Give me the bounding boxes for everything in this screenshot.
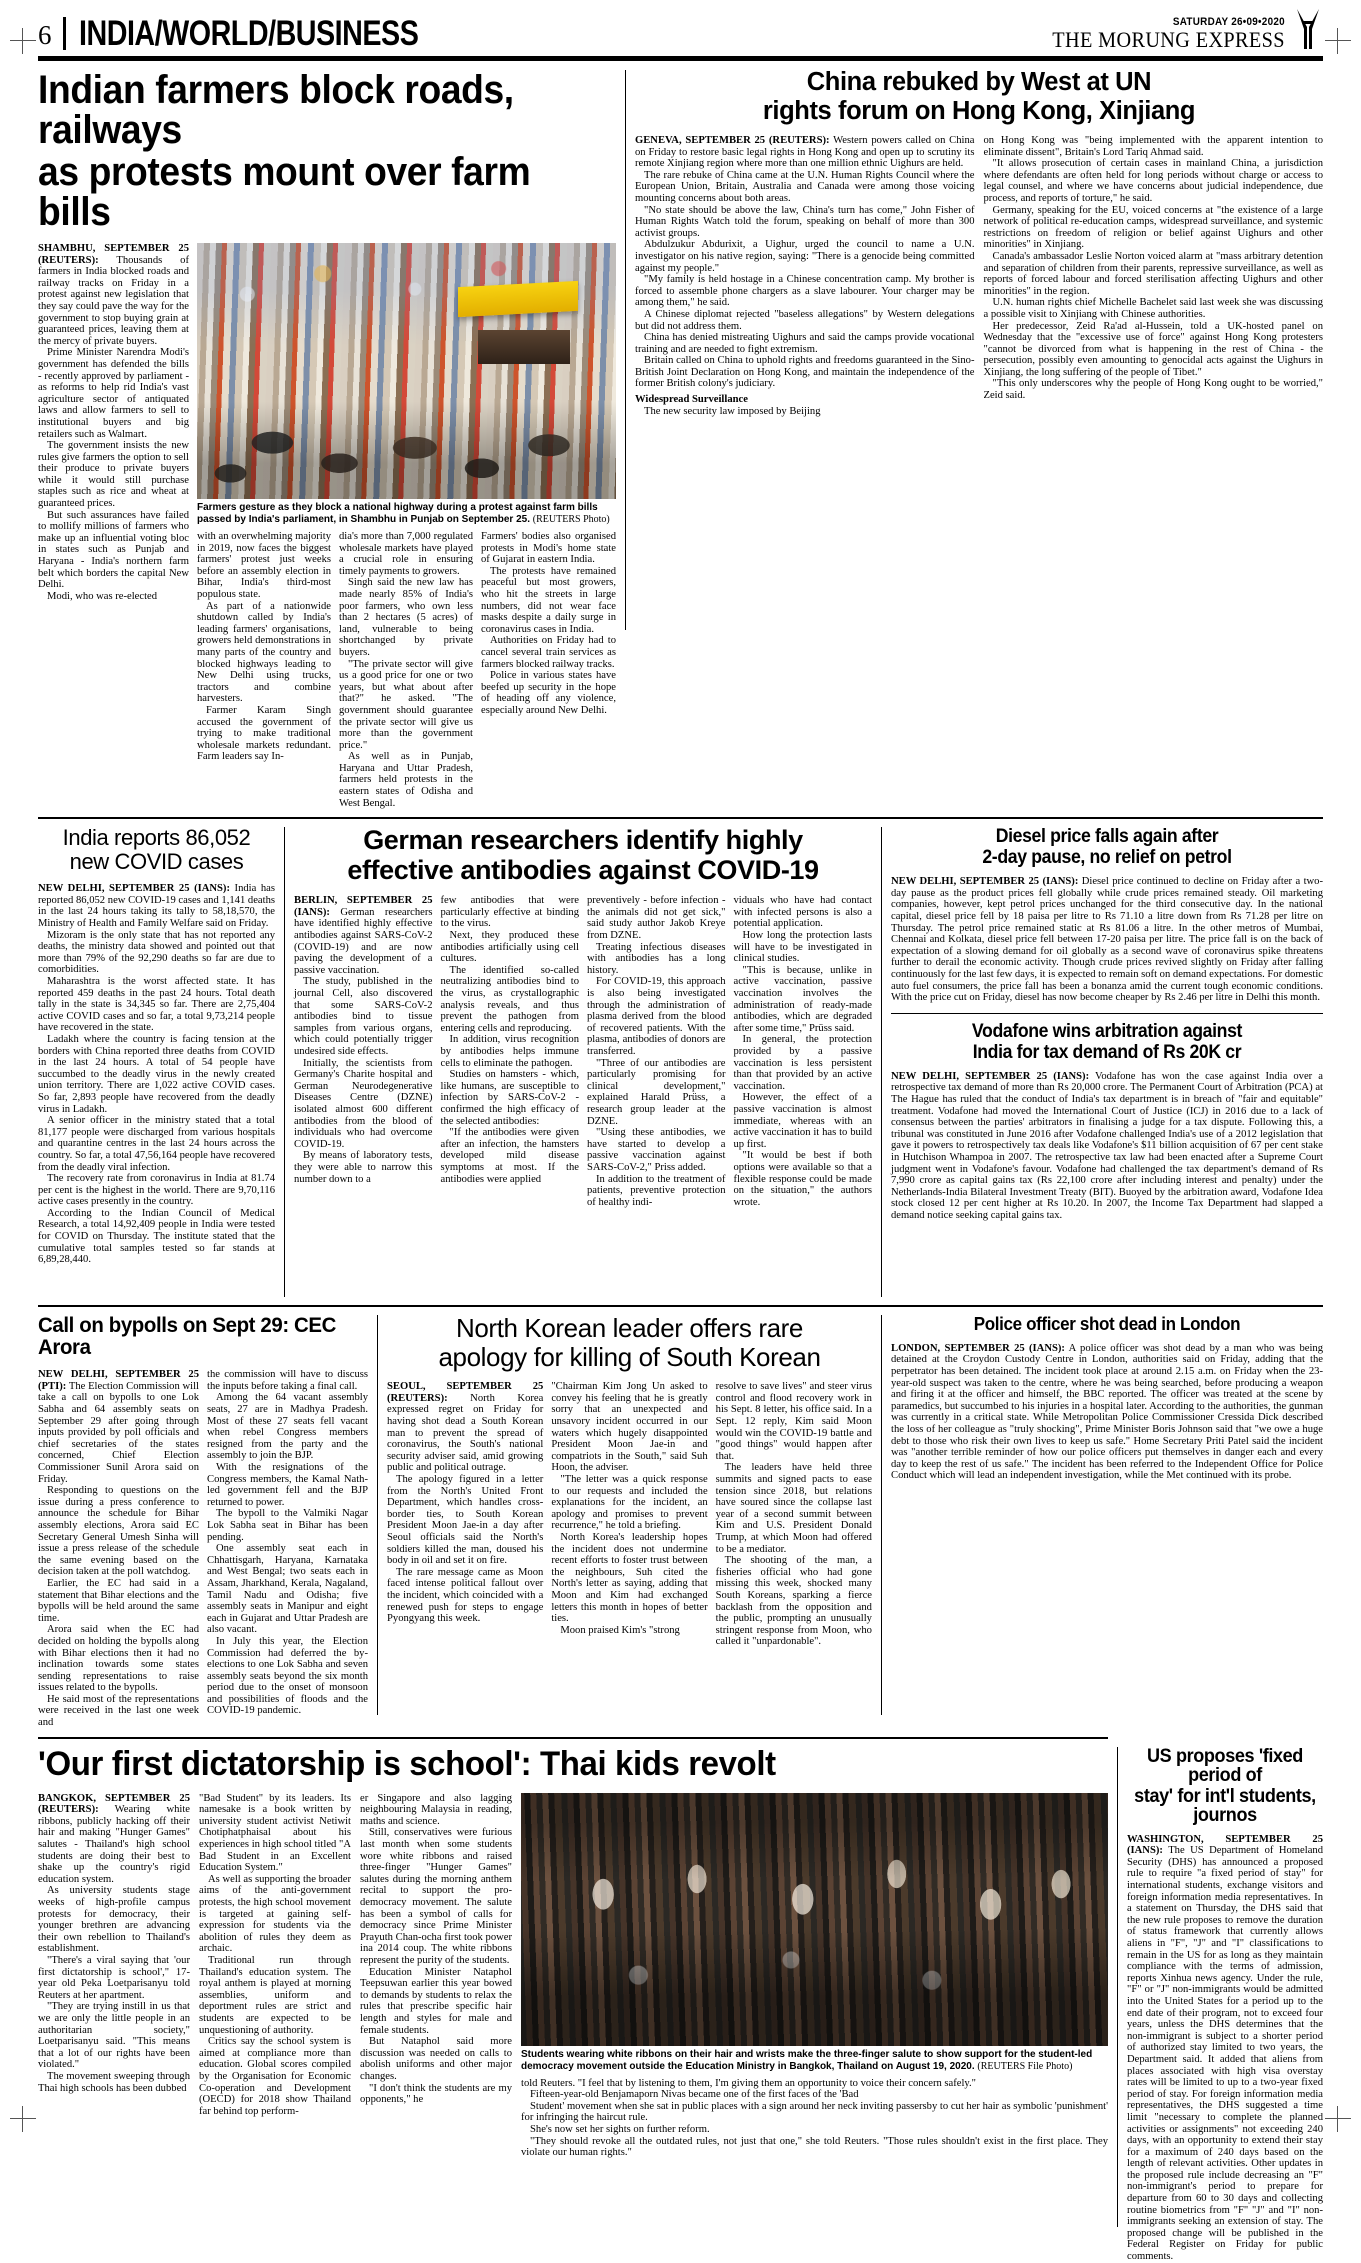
lead-column-3 [339,531,473,809]
lead-col3-p3: "The private sector will give us a good price for one or two years, but what about after that?" he asked. "The government should guarantee the private sector will give us more than the government price." [339,658,473,751]
thai-col1-p3: "There's a viral saying that 'our first dictatorship is school'," 17-year old Peka Loetparisanyu told Reuters at her apartment. [38,1954,190,2001]
bypolls-dateline: NEW DELHI, SEPTEMBER 25 (PTI): [38,1369,199,1392]
china-col2-p7: "This only underscores why the people of Hong Kong ought to be worried," Zeid said. [983,378,1323,402]
antibodies-col4-p2: How long the protection lasts will have to be investigated in clinical studies. [733,930,872,965]
antibodies-col4-p3: "This is because, unlike in active vaccination, passive vaccination involves the administration of ready-made antibodies, which are degraded after some time," Prüss said. [733,964,872,1034]
lead-col1-p3: The government insists the new rules give farmers the option to sell their produce to private buyers while it would still purchase staples such as rice and wheat at guaranteed prices. [38,440,189,510]
antibodies-col4-p5: However, the effect of a passive vaccination is almost immediate, whereas with an active vaccination it has to build up first. [733,1092,872,1150]
london-dateline: LONDON, SEPTEMBER 25 (IANS): [891,1342,1065,1354]
thai-caption-text: Students wearing white ribbons on their hair and wrists make the three-finger salute to show support for the student-led democracy movement outside the Education Ministry in Bangkok, Thailand on August 19, 2020. [521,2048,1093,2072]
publication-name: THE MORUNG EXPRESS [1052,26,1285,52]
band-3-rule [38,1305,1323,1307]
antibodies-col3-p2: Treating infectious diseases with antibodies has a long history. [587,941,726,976]
antibodies-col2-p5: Studies on hamsters - which, like humans, are susceptible to infection by SARS-CoV-2 - confirmed the high efficacy of the selected antibodies: [440,1069,579,1127]
vodafone-body [891,1071,1323,1222]
lead-col4-p4: Police in various states have beefed up security in the hope of heading off any violence, especially around New Delhi. [481,670,616,716]
publication-date: SATURDAY 26•09•2020 [1172,15,1285,28]
lead-column-1 [38,243,189,809]
china-col1-p9: The new security law imposed by Beijing [644,405,821,417]
china-col2-p2: "It allows prosecution of certain cases in mainland China, a jurisdiction where defendants are often held for long periods without charge or access to legal counsel, and where we have concerns about judicial independence, due process, and reports of torture," he said. [983,158,1323,204]
korea-col3-p2: The leaders have held three summits and signed pacts to ease tension since 2018, but relations have soured since the collapse last year of a second summit between Kim and U.S. President Donald Trump, at which Moon had offered to be a mediator. [715,1462,872,1555]
antibodies-column-3 [587,895,726,1208]
antibodies-col3-p4: "Three of our antibodies are particularly promising for clinical development," explained Harald Prüss, a research group leader at the DZNE. [587,1057,726,1127]
china-columns [635,135,1323,417]
thai-col1-p1: Wearing white ribbons, publicly hacking off their hair and making "Hunger Games" salutes - Thailand's high school students are doing their best to shake up the country's rigid education system. [38,1804,190,1885]
korea-column-1 [387,1381,543,1648]
korea-column-3 [716,1381,872,1648]
london-story [891,1315,1323,1728]
london-headline: Police officer shot dead in London [973,1313,1241,1335]
lead-col4-p1: Farmers' bodies also organised protests in Modi's home state of Gujarat in eastern India. [481,531,616,566]
china-col1-p5: "My family is held hostage in a Chinese concentration camp. My brother is forced to assemble phone chargers as a slave labourer. Your charger may be among them," he said. [635,274,975,309]
antibodies-col1-p4: By means of laboratory tests, they were able to narrow this number down to a [294,1150,433,1185]
lead-col1-p4: But such assurances have failed to mollify millions of farmers who make up an influential voting bloc in states such as Punjab and Haryana - India's northern farm belt which borders the capital New Delhi. [38,509,189,591]
diesel-story [891,827,1323,1004]
lead-col2-p1: with an overwhelming majority in 2019, now faces the biggest farmers' protest just weeks before an assembly election in Bihar, India's third-most populous state. [197,531,331,600]
thai-caption-source: (REUTERS File Photo) [977,2060,1073,2072]
bypolls-col1-p1: The Election Commission will take a call on bypolls to one Lok Sabha and 64 assembly seats on September 29 after going through inputs provided by poll officials and chief secretaries of the states concerned, Chief Election Commissioner Sunil Arora said on Friday. [38,1380,199,1485]
london-p1: A police officer was shot dead by a man who was being detained at the Croydon Custody Centre in London, authorities said on Friday, adding that the perpetrator has been detained. The incident took place at around 2.15 a.m. on Friday when the 23-year-old suspect was taken to the centre, where he was being searched, before producing a weapon and firing it at the officer and himself, the BBC reported. The officer was treated at the scene by paramedics, but succumbed to his injuries in a hospital later. According to the authorities, the gunman was currently in a critical state. While Metropolitan Police Commissioner Cressida Dick described the loss of her colleague as "truly shocking", Prime Minister Boris Johnson said that "we owe a huge debt to those who risk their own lives to keep us safe." Home Secretary Priti Patel said the incident was "another terrible reminder of how our police officers put themselves in danger each and every day to keep the rest of us safe." The incident has been referred to the Independent Office for Police Conduct which will lead an independent investigation, while the Met continued with its probe. [891,1342,1323,1482]
band-2-rule [38,817,1323,819]
crop-mark-bottom-right [1325,2106,1351,2132]
korea-col3-p1: resolve to save lives" and steer virus control and flood recovery work in his Sept. 8 letter, his office said. In a Sept. 12 reply, Kim said Moon would win the COVID-19 battle and "good things" would happen after that. [715,1381,872,1462]
bypolls-col2-p3: With the resignations of the Congress members, the Kamal Nath-led government fell and the BJP returned to power. [207,1462,368,1508]
lead-photo [197,243,616,499]
lead-col4-p3: Authorities on Friday had to cancel several train services as farmers blocked railway tracks. [481,635,616,670]
students-headline-line-1: US proposes 'fixed period of [1147,1745,1303,1786]
lead-headline-line-1: Indian farmers block roads, railways [38,68,514,152]
china-story [635,70,1323,809]
crop-mark-bottom-left [10,2106,36,2132]
covid-dateline: NEW DELHI, SEPTEMBER 25 (IANS): [38,883,230,895]
korea-story [387,1315,872,1728]
thai-column-4 [521,2078,1108,2159]
covid-p4: Ladakh where the country is facing tension at the borders with China reported three deaths from COVID in the last 24 hours. A total of 54 people have succumbed to the deadly virus in the newly created union territory. There are 1,022 active COVID cases. So far, 2,893 people have recovered from the deadly virus in Ladakh. [38,1033,275,1115]
morung-express-logo-icon [1293,7,1323,51]
china-col1-p3: "No state should be above the law, China's turn has come," John Fisher of Human Rights Watch told the forum, speaking on behalf of more than 300 activist groups. [635,204,975,239]
antibodies-column-4 [734,895,873,1208]
antibodies-col1-p3: Initially, the scientists from Germany's Charite hospital and German Neurodegenerative Diseases Centre (DZNE) isolated almost 600 different antibodies from the blood of individuals who had overcome COVID-19. [294,1057,433,1150]
lead-dateline: SHAMBHU, SEPTEMBER 25 (REUTERS): [38,243,189,266]
lead-col3-p1: dia's more than 7,000 regulated wholesale markets have played a crucial role in ensuring timely payments to growers. [339,531,473,577]
crop-mark-top-left [10,28,36,54]
thai-headline: 'Our first dictatorship is school': Thai kids revolt [38,1744,776,1783]
thai-col4-p5: "They should revoke all the outdated rules, not just that one," she told Reuters. "Those rules shouldn't exist in the first place. They violate our human rights." [521,2135,1108,2159]
crop-mark-top-right [1325,28,1351,54]
lead-col2-p2: As part of a nationwide shutdown called by India's leading farmers' organisations, growers held demonstrations in many parts of the country and blocked highways leading to New Delhi using trucks, tractors and combine harvesters. [197,600,331,705]
students-p1: The US Department of Homeland Security (DHS) has announced a proposed rule to require "a fixed period of stay" for international students, exchange visitors and foreign information media representatives. In a statement on Thursday, the DHS said that the new rule proposes to remove the duration of status framework that currently allows aliens in "F", "J" and "I" classifications to remain in the US for as long as they maintain compliance with the terms of admission, reports Xinhua news agency. Under the rule, "F" or "J" non-immigrants would be admitted into the United States for a period up to the end date of their program, not to exceed four years, unless the DHS determines that the non-immigrant is subject to a shorter period of authorized stay limited to two years, the Department said. It added that aliens from places associated with high visa overstay rates will be limited to up to a two-year fixed period of stay. For foreign information media representatives, the DHS suggested a time limit "necessary to complete the planned activities or assignments" not exceeding 240 days, with an opportunity to extend their stay for a maximum of 240 days based on the length of relevant activities. Other updates in the proposed rule include decreasing an "F" non-immigrant's period to prepare for departure from 60 to 30 days and collecting routine biometrics from "F" "J" and "I" non-immigrants seeking an extension of stay. The proposed change will be published in the Federal Register on Friday for public comments. [1127,1845,1323,2263]
bypolls-col1-p2: Responding to questions on the issue during a press conference to announce the schedule for Bihar assembly elections, Arora said EC Secretary General Umesh Sinha will issue a press release of the schedule the same evening based on the decision taken at the poll watchdog. [38,1485,199,1578]
korea-headline-line-1: North Korean leader offers rare [456,1313,803,1344]
korea-col2-p2: "The letter was a quick response to our requests and included the explanations for the incident, an apology and promises to prevent recurrence," he told a briefing. [551,1474,708,1532]
band-2-divider-1 [284,827,285,1297]
bypolls-col2-p2: Among the 64 vacant assembly seats, 27 are in Madhya Pradesh. Most of these 27 seats fell vacant when rebel Congress members resigned from the party and the assembly to join the BJP. [207,1392,368,1462]
thai-col1-p5: The movement sweeping through Thai high schools has been dubbed [38,2070,190,2094]
thai-col2-p3: Traditional run through Thailand's education system. The royal anthem is played at morning assemblies, uniform and deportment rules are strict and students are expected to be unquestioning of authority. [199,1954,351,2036]
antibodies-col4-p4: In general, the protection provided by a passive vaccination is less persistent than that provided by an active vaccination. [733,1034,872,1092]
antibodies-dateline: BERLIN, SEPTEMBER 25 (IANS): [294,895,433,918]
lead-col1-p1: Thousands of farmers in India blocked roads and railway tracks on Friday in a protest against new legislation that they say could pave the way for the government to stop buying grain at guaranteed prices, leaving them at the mercy of private buyers. [38,254,189,347]
korea-col1-p2: The apology figured in a letter from the North's United Front Department, which handles cross-border ties, to South Korean President Moon Jae-in a day after Seoul officials said the North's soldiers killed the man, doused his body in oil and set it on fire. [387,1474,544,1567]
band-2-divider-2 [881,827,882,1297]
thai-story [38,1744,1108,2263]
covid-p5: A senior officer in the ministry stated that a total 81,177 people were discharged from various hospitals and quarantine centres in the last 24 hours across the country. So far, a total 47,56,164 people have recovered from the deadly viral infection. [38,1115,275,1173]
covid-story [38,827,275,1297]
antibodies-col1-p1: German researchers have identified highly effective antibodies against SARS-CoV-2 (COVID-19) and are now paving the development of a passive vaccination. [294,906,433,976]
diesel-body [891,876,1323,1004]
korea-col2-p4: Moon praised Kim's "strong [560,1624,680,1636]
band-3 [38,1315,1323,1728]
covid-p7: According to the Indian Council of Medical Research, a total 14,92,409 people in India were tested for COVID on Thursday. The institute stated that the cumulative total samples tested so far stands at 6,89,28,440. [38,1207,275,1266]
korea-dateline: SEOUL, SEPTEMBER 25 (REUTERS): [387,1381,544,1404]
china-col2-p6: Her predecessor, Zeid Ra'ad al-Hussein, told a UK-hosted panel on Wednesday that the "excessive use of force" against Hong Kong protesters "cannot be divorced from what is happening in the rest of China - the persecution, possibly even amounting to genocidal acts against the Uighurs in Xinjiang, the long suffering of the people of Tibet." [983,320,1323,378]
bypolls-col2-p5: One assembly seat each in Chhattisgarh, Haryana, Karnataka and West Bengal; two seats each in Assam, Jharkhand, Kerala, Nagaland, Tamil Nadu and Odisha; five assembly seats in Manipur and eight each in Gujarat and Uttar Pradesh are also vacant. [207,1543,368,1636]
right-rail-band-2 [891,827,1323,1297]
china-col2-p1: on Hong Kong was "being implemented with the apparent intention to eliminate dissent", Britain's Lord Tariq Ahmad said. [983,135,1323,158]
china-dateline: GENEVA, SEPTEMBER 25 (REUTERS): [635,135,830,146]
china-col1-p4: Abdulzukur Abdurixit, a Uighur, urged the council to name a U.N. investigator on his native region, saying: "There is a genocide being committed against my people." [635,239,975,274]
thai-col3-p5: "I don't think the students are my opponents," he [360,2082,512,2106]
thai-photo-caption [521,2046,1108,2073]
bypolls-column-1 [38,1369,199,1728]
students-headline-line-2: stay' for int'l students, journos [1134,1785,1316,1826]
korea-col1-p3: The rare message came as Moon faced intense political fallout over the incident, which coincided with a renewed push for steps to engage Pyongyang this week. [387,1566,544,1625]
lead-col3-p4: As well as in Punjab, Haryana and Uttar Pradesh, farmers held protests in the eastern states of Odisha and West Bengal. [339,751,473,809]
bypolls-column-2 [207,1369,368,1728]
china-headline-line-1: China rebuked by West at UN [806,68,1152,96]
newspaper-page [38,0,1323,2263]
thai-col3-p4: But Nataphol said more discussion was needed on calls to abolish uniforms and other major changes. [360,2036,512,2082]
china-col1-p1: Western powers called on China on Friday to restore basic legal rights in Hong Kong and open up to scrutiny its remote Xinjiang region where more than one million ethnic Uighurs are held. [635,135,975,170]
thai-col4-p2: Fifteen-year-old Benjamaporn Nivas became one of the first faces of the 'Bad [530,2089,859,2101]
thai-right-area [521,1793,1108,2159]
lead-story [38,70,616,809]
lead-headline-line-2: as protests mount over farm bills [38,150,531,234]
band-3-divider-1 [377,1315,378,1715]
bypolls-col1-p5: He said most of the representations were received in the last one week and [38,1693,199,1729]
lead-lower-columns [197,531,616,809]
lead-caption-source: (REUTERS Photo) [532,514,610,525]
china-col1-p7: China has denied mistreating Uighurs and said the camps provide vocational training and are needed to fight extremism. [635,332,975,355]
section-title: INDIA/WORLD/BUSINESS [78,14,418,53]
thai-column-1 [38,1793,190,2159]
diesel-p1: Diesel price continued to decline on Friday after a two-day pause as the product prices fell globally while crude prices remained steady. Oil marketing companies, however, kept petrol prices unchanged for the third consecutive day. In the national capital, diesel price fell by 18 paisa per litre to Rs 71.10 a litre down from Rs 71.28 per litre on Thursday. The petrol price remained static at Rs 81.06 a litre. In the other metros of Mumbai, Chennai and Kolkata, diesel price fell between 17-20 paisa per litre. The price fall is on the back of expectation of a slowing demand for oil globally as a second wave of coronavirus spike threatens further to derail the economic activity. Though crude prices revived slightly on Friday after falling continuously for the last few days, it is expected to remain soft on demand expectations. For domestic auto fuel consumers, the price fall has been a bonanza amid the current tough economic conditions. With the price cut on Friday, diesel has now become cheaper by Rs 2.46 per litre in Delhi this month. [891,876,1323,1004]
students-body [1127,1834,1323,2263]
covid-p6: The recovery rate from coronavirus in India at 81.74 per cent is the highest in the world. There are 9,70,116 active cases presently in the country. [38,1173,275,1208]
antibodies-col3-p3: For COVID-19, this approach is also being investigated through the administration of plasma derived from the blood of recovered patients. With the plasma, antibodies of donors are transferred. [587,976,726,1057]
diesel-dateline: NEW DELHI, SEPTEMBER 25 (IANS): [891,876,1079,888]
bypolls-col2-p4: The bypoll to the Valmiki Nagar Lok Sabha seat in Bihar has been pending. [207,1508,368,1543]
thai-col2-p4: Critics say the school system is aimed at compliance more than education. Global scores compiled by the Organisation for Economic Co-operation and Development (OECD) for 2018 show Thailand far behind top perform- [199,2036,351,2117]
china-col1-p6: A Chinese diplomat rejected "baseless allegations" by Western delegations but did not address them. [635,308,975,332]
korea-col2-p1: "Chairman Kim Jong Un asked to convey his feeling that he is greatly sorry that an unexpected and unsavory incident occurred in our waters which hugely disappointed President Moon Jae-in and compatriots in the South," said Suh Hoon, the adviser. [551,1381,708,1474]
lead-caption-text: Farmers gesture as they block a national highway during a protest against farm bills passed by India's parliament, in Shambhu in Punjab on September 25. [197,502,598,525]
thai-photo-crowd-image [521,1793,1108,2046]
antibodies-columns [294,895,872,1208]
korea-column-2 [551,1381,707,1648]
antibodies-col2-p1: few antibodies that were particularly effective at binding to the virus. [440,895,579,930]
page-number: 6 [38,20,52,50]
vodafone-p1: Vodafone has won the case against India over a retrospective tax demand of more than Rs 20,000 crore. The Permanent Court of Arbitration (PCA) at The Hague has ruled that the conduct of India's tax department is in breach of "fair and equitable" treatment. Vodafone had moved the International Court of Justice (ICJ) in 2016 due to a lack of consensus between the parties' arbitrators in finalising a judge for a tax dispute. Following this, a tribunal was constituted in June 2016 after Vodafone challenged India's use of a 2012 legislation that gave it powers to retrospectively tax deals like Vodafone's $11 billion acquisition of 67 per cent stake in Hutchison Whampoa in 2007. The retrospective tax law had been enacted after a Supreme Court judgment went in Vodafone's favour. Vodafone had challenged the tax department's demand of Rs 7,990 crore as capital gains tax (Rs 22,100 crore after including interest and penalty) under the Netherlands-India Bilateral Investment Treaty (BIT). Buoyed by the arbitration award, Vodafone Idea stock closed 12 per cent higher at Rs 10.20. In 2007, the Income Tax Department had slapped a demand notice seeking capital gains tax. [891,1070,1323,1221]
china-headline-line-2: rights forum on Hong Kong, Xinjiang [762,96,1196,125]
thai-col4-p1: told Reuters. "I feel that by listening to them, I'm giving them an opportunity to voice their concern safely." [521,2077,976,2089]
top-zone [38,70,1323,809]
band-3-divider-2 [881,1315,882,1715]
lead-col3-p2: Singh said the new law has made nearly 85% of India's poor farmers, who own less than 2 hectares (5 acres) of land, vulnerable to being shortchanged by private buyers. [339,577,473,658]
antibodies-column-1 [294,895,433,1208]
thai-col2-p1: "Bad Student" by its leaders. Its namesake is a book written by university student activist Netiwit Chotiphatphaisal about his experiences in high school titled "A Bad Student in an Excellent Education System." [199,1792,351,1874]
antibodies-col2-p2: Next, they produced these antibodies artificially using cell cultures. [440,930,579,965]
antibodies-col2-p4: In addition, virus recognition by antibodies helps immune cells to eliminate the pathogen. [440,1034,579,1069]
vodafone-headline-line-1: Vodafone wins arbitration against [971,1020,1243,1042]
thai-col1-p4: "They are trying instill in us that we are only the little people in an authoritarian society," Loetparisanyu said. "This means that a lot of our rights have been violated." [38,2001,190,2071]
antibodies-col4-p1: viduals who have had contact with infected persons is also a potential application. [733,895,872,930]
lead-photo-crowd-image [197,243,616,499]
masthead-right [1032,7,1323,52]
london-body [891,1343,1323,1482]
covid-body [38,883,275,1266]
bypolls-col1-p3: Earlier, the EC had said in a statement that Bihar elections and the bypolls will be held around the same time. [38,1577,199,1624]
bypolls-col1-p4: Arora said when the EC had decided on holding the bypolls along with Bihar elections then it had no inclination towards some states sending representations to raise issues related to the bypolls. [38,1624,199,1694]
diesel-headline-line-1: Diesel price falls again after [995,826,1219,848]
students-dateline: WASHINGTON, SEPTEMBER 25 (IANS): [1127,1833,1323,1857]
bypolls-story [38,1315,368,1728]
antibodies-col1-p2: The study, published in the journal Cell, also discovered that some SARS-CoV-2 antibodies bind to tissue samples from various organs, which could potentially trigger undesired side effects. [294,976,433,1057]
antibodies-col3-p5: "Using these antibodies, we have started to develop a passive vaccination against SARS-CoV-2," Priss added. [587,1127,726,1173]
band-4-rule [38,1737,1108,1739]
covid-headline-line-1: India reports 86,052 [62,825,251,851]
thai-col4-p3: Student' movement when she sat in public places with a sign around her neck inviting passersby to cut her hair as symbolic 'punishment' for infringing the haircut rule. [521,2100,1108,2124]
china-col2-p4: Canada's ambassador Leslie Norton voiced alarm at "mass arbitrary detention and separation of children from their parents, repressive surveillance, as well as reports of forced labour and forced sterilisation affecting Uighurs and other minorities" in the region. [983,250,1323,297]
thai-col3-p3: Education Minister Nataphol Teepsuwan earlier this year bowed to demands by students to relax the rules that prescribe specific hair length and styles for male and female students. [360,1966,512,2036]
korea-columns [387,1381,872,1648]
bypolls-col2-p6: In July this year, the Election Commission had deferred the by-elections to one Lok Sabha and seven assembly seats beyond the six month period due to the onset of monsoon and possibilities of floods and the COVID-19 pandemic. [207,1635,368,1717]
lead-col1-p5: Modi, who was re-elected [47,590,158,602]
china-col1-p8: Britain called on China to uphold rights and freedoms guaranteed in the Sino-British Joint Declaration on Hong Kong, and maintain the independence of the former British colony's judiciary. [635,355,975,390]
lead-body-grid [38,243,616,809]
antibodies-headline-line-1: German researchers identify highly [363,825,803,856]
thai-dateline: BANGKOK, SEPTEMBER 25 (REUTERS): [38,1792,190,1816]
folio-divider [63,17,66,50]
china-column-2 [984,135,1324,417]
diesel-headline-line-2: 2-day pause, no relief on petrol [982,847,1232,869]
top-zone-divider [625,70,626,630]
lead-column-4 [481,531,616,809]
bypolls-headline: Call on bypolls on Sept 29: CEC Arora [38,1313,337,1359]
china-subhead: Widespread Surveillance [635,394,748,406]
covid-headline-line-2: new COVID cases [69,849,244,875]
thai-col3-p1: er Singapore and also lagging neighbouring Malaysia in reading, maths and science. [360,1792,512,1827]
band-4 [38,1744,1323,2263]
vodafone-headline-line-2: India for tax demand of Rs 20K cr [972,1041,1242,1063]
covid-p1: India has reported 86,052 new COVID-19 cases and 1,141 deaths in the last 24 hours taking its tally to 58,18,570, the Ministry of Health and Family Welfare said on Friday. [38,883,275,930]
thai-column-2 [199,1793,351,2159]
lead-col1-p2: Prime Minister Narendra Modi's government has defended the bills - recently approved by parliament - as reforms to help rid India's vast agriculture sector of antiquated laws and allow farmers to sell to institutional buyers and big retailers such as Walmart. [38,347,189,440]
korea-headline-line-2: apology for killing of South Korean [438,1342,821,1373]
lead-right-area [197,243,616,809]
masthead [38,0,1323,52]
thai-columns [38,1793,1108,2159]
antibodies-col2-p3: The identified so-called neutralizing antibodies bind to the virus, as crystallographic analysis reveals, and thus prevent the pathogen from entering cells and reproducing. [440,964,579,1034]
china-column-1 [635,135,975,417]
thai-col4-p4: She's now set her sights on further reform. [530,2124,710,2136]
korea-col1-p1: North Korea expressed regret on Friday for having shot dead a South Korean man to prevent the spread of coronavirus, the South's national security adviser said, amid growing public and political outrage. [387,1392,544,1474]
band-2 [38,827,1323,1297]
right-rail-divider [891,1013,1323,1014]
lead-photo-caption [197,499,616,526]
lead-col4-p2: The protests have remained peaceful but most growers, who hit the streets in large numbers, did not wear face masks despite a daily surge in coronavirus cases in India. [481,565,616,635]
lead-column-2 [197,531,331,809]
thai-col1-p2: As university students stage weeks of high-profile campus protests for democracy, their younger brethren are advancing their own rebellion to Thailand's establishment. [38,1885,190,1955]
lead-col2-p3: Farmer Karam Singh accused the government of trying to make traditional wholesale markets redundant. Farm leaders say In- [197,704,331,763]
antibodies-column-2 [441,895,580,1208]
thai-col3-p2: Still, conservatives were furious last month when some students wore white ribbons and raised three-finger "Hunger Games" salutes during the morning anthem recital to support the pro-democracy movement. The salute has been a symbol of calls for democracy since Prime Minister Prayuth Chan-ocha first took power ina 2014 coup. The white ribbons represent the purity of the students. [360,1827,512,1966]
vodafone-dateline: NEW DELHI, SEPTEMBER 25 (IANS): [891,1070,1090,1082]
students-story [1127,1747,1323,2263]
thai-column-3 [360,1793,512,2159]
antibodies-col2-p6: "If the antibodies were given after an infection, the hamsters developed mild disease symptoms at most. If the antibodies were applied [440,1127,579,1185]
antibodies-col3-p6: In addition to the treatment of patients, preventive protection of healthy indi- [587,1173,726,1208]
antibodies-story [294,827,872,1297]
covid-p2: Mizoram is the only state that has not reported any deaths, the ministry data showed and pointed out that more than 79% of the 92,290 deaths so far are due to comorbidities. [38,929,275,976]
china-col2-p3: Germany, speaking for the EU, voiced concerns at "the existence of a large network of political re-education camps, widespread surveillance, and systemic restrictions on freedom of religion or belief against Uighurs and other minorities" in Xinjiang. [983,204,1323,251]
korea-col2-p3: North Korea's leadership hopes the incident does not undermine recent efforts to foster trust between the neighbours, Suh cited the North's letter as saying, adding that Moon and Kim had exchanged letters this month in hopes of better ties. [551,1531,708,1625]
vodafone-story [891,1022,1323,1222]
covid-p3: Maharashtra is the worst affected state. It has reported 459 deaths in the past 24 hours. Total death tally in the state is 34,345 so far. There are 2,75,404 active COVID cases and so far, a total 9,73,214 people have recovered in the state. [38,976,275,1034]
china-col1-p2: The rare rebuke of China came at the U.N. Human Rights Council where the European Union, Britain, Australia and Canada were among those voicing mounting concerns about both areas. [635,169,975,204]
china-col2-p5: U.N. human rights chief Michelle Bachelet said last week she was discussing a possible visit to Xinjiang with Chinese authorities. [983,297,1323,320]
bypolls-col2-p1: the commission will have to discuss the inputs before taking a final call. [207,1369,368,1392]
bypolls-columns [38,1369,368,1728]
band-4-divider [1117,1747,1118,2227]
thai-col2-p2: As well as supporting the broader aims of the anti-government protests, the high school movement is targeted at gaining self-expression for students via the abolition of rules they deem as archaic. [199,1873,351,1955]
korea-col3-p3: The shooting of the man, a fisheries official who had gone missing this week, shocked many South Koreans, sparking a fierce backlash from the opposition and the public, prompting an unusually stringent response from Moon, who called it "unpardonable". [715,1555,872,1648]
antibodies-headline-line-2: effective antibodies against COVID-19 [347,855,819,886]
antibodies-col3-p1: preventively - before infection - the animals did not get sick," said study author Jakob Kreye from DZNE. [587,895,726,942]
masthead-rule [38,56,1323,61]
antibodies-col4-p6: "It would be best if both options were available so that a flexible response could be made on the situation," the authors wrote. [733,1150,872,1208]
thai-photo [521,1793,1108,2046]
